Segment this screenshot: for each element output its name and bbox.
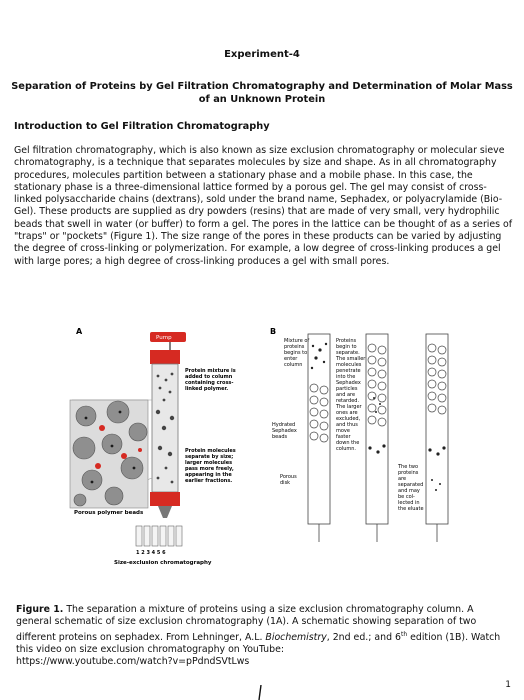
fraction-tubes xyxy=(136,526,182,546)
svg-text:column.: column. xyxy=(336,446,356,452)
svg-text:Proteins: Proteins xyxy=(336,338,357,344)
panel-a-label: A xyxy=(76,328,83,336)
section-heading: Introduction to Gel Filtration Chromatography xyxy=(14,121,270,132)
subtitle-line-1: Separation of Proteins by Gel Filtration Chromatography and Determination of Molar Mass xyxy=(11,81,513,92)
pump-graphic xyxy=(150,332,186,350)
svg-text:faster: faster xyxy=(336,434,351,440)
svg-text:and are: and are xyxy=(336,392,356,398)
hydrated-sephadex-label xyxy=(272,422,297,440)
svg-text:into the: into the xyxy=(336,374,356,380)
svg-text:particles: particles xyxy=(336,386,358,392)
svg-text:lected in: lected in xyxy=(398,500,420,506)
size-exclusion-label: Size-exclusion chromatography xyxy=(114,560,212,566)
caption-text-3: edition (1B). Watch this video on size exclusion chromatography on YouTube: xyxy=(16,631,501,656)
caption-text-1: The separation a mixture of proteins using a size exclusion chromatography column. A general schematic of size exclusion chromatography (1A). A schematic showing separation of two different proteins on sephadex. From Lehninger, A.L. xyxy=(16,604,477,643)
protein-mixture-label xyxy=(185,368,236,392)
svg-text:column: column xyxy=(284,362,303,368)
column-a xyxy=(150,350,180,518)
svg-text:ones are: ones are xyxy=(336,410,358,416)
text-cursor-icon xyxy=(257,685,263,700)
panel-b-label: B xyxy=(270,328,277,336)
svg-text:earlier fractions.: earlier fractions. xyxy=(185,478,233,484)
caption-url[interactable]: https://www.youtube.com/watch?v=pPdndSVtLws xyxy=(16,656,250,668)
figure-1 xyxy=(66,328,466,572)
two-proteins-label xyxy=(397,464,424,512)
svg-text:linked polymer.: linked polymer. xyxy=(185,386,229,392)
svg-text:the eluate: the eluate xyxy=(398,506,424,512)
svg-text:down the: down the xyxy=(336,440,360,446)
svg-text:enter: enter xyxy=(284,356,298,362)
svg-text:begin to: begin to xyxy=(336,344,357,350)
caption-italic: Biochemistry xyxy=(265,631,327,643)
svg-text:beads: beads xyxy=(272,434,288,440)
svg-text:be col-: be col- xyxy=(398,494,415,500)
figure-caption xyxy=(16,604,512,669)
svg-text:Hydrated: Hydrated xyxy=(272,422,296,428)
document-subtitle xyxy=(0,80,524,106)
svg-text:containing cross-: containing cross- xyxy=(185,380,234,386)
svg-text:proteins: proteins xyxy=(398,470,419,476)
pump-label: Pump xyxy=(156,335,172,341)
fraction-numbers: 1 2 3 4 5 6 xyxy=(136,550,166,556)
svg-text:separate by size;: separate by size; xyxy=(185,454,234,460)
svg-text:appearing in the: appearing in the xyxy=(185,472,232,478)
column-b-outlets xyxy=(319,524,437,542)
svg-text:pass more freely,: pass more freely, xyxy=(185,466,234,472)
svg-text:and thus: and thus xyxy=(336,422,358,428)
svg-text:retarded.: retarded. xyxy=(336,398,360,404)
caption-label: Figure 1. xyxy=(16,604,64,615)
svg-text:Sephadex: Sephadex xyxy=(336,380,361,386)
svg-text:molecules: molecules xyxy=(336,362,362,368)
svg-text:The larger: The larger xyxy=(336,404,362,410)
svg-text:Protein molecules: Protein molecules xyxy=(185,448,236,454)
svg-text:proteins: proteins xyxy=(284,344,305,350)
svg-text:added to column: added to column xyxy=(185,374,233,380)
svg-text:penetrate: penetrate xyxy=(336,368,361,374)
subtitle-line-2: of an Unknown Protein xyxy=(198,94,326,105)
svg-text:The two: The two xyxy=(398,464,418,470)
svg-text:Protein mixture is: Protein mixture is xyxy=(185,368,236,374)
svg-text:Porous: Porous xyxy=(280,474,297,480)
intro-paragraph: Gel filtration chromatography, which is also known as size exclusion chromatography or molecular sieve chromatography, is a technique that separates molecules by size and shape. As in all chromatography procedures, molecules partition between a stationary phase and a mobile phase. In this case, the stationary phase is a three-dimensional lattice formed by a porous gel. The gel may consist of cross-linked polysaccharide chains (dextrans), sold under the brand name, Sephadex, or polyacrylamide (Bio-Gel). These products are supplied as dry powders (resins) that are made of very small, very hydrophilic beads that swell in water (or buffer) to form a gel. The pores in the lattice can be thought of as a series of "traps" or "pockets" (Figure 1). The size range of the pores in these products can be varied by adjusting the degree of cross-linking or polymerization. For example, a low degree of cross-linking produces a gel with large pores; a high degree of cross-linking produces a gel with small pores. xyxy=(14,145,513,267)
svg-text:begins to: begins to xyxy=(284,350,308,356)
column-b-molecules xyxy=(311,343,446,491)
svg-text:larger molecules: larger molecules xyxy=(185,460,233,466)
porous-beads-graphic xyxy=(70,400,148,508)
svg-text:excluded,: excluded, xyxy=(336,416,361,422)
svg-text:move: move xyxy=(336,428,350,434)
svg-text:separate.: separate. xyxy=(336,350,360,356)
caption-text-2: , 2nd ed.; and 6 xyxy=(326,631,401,643)
porous-beads-label: Porous polymer beads xyxy=(74,510,144,516)
mixture-label xyxy=(284,338,309,368)
proteins-begin-label xyxy=(335,338,366,452)
svg-text:and may: and may xyxy=(398,488,420,494)
svg-text:are: are xyxy=(398,476,407,482)
svg-text:Mixture of: Mixture of xyxy=(284,338,310,344)
page-number: 1 xyxy=(505,680,511,690)
svg-text:disk: disk xyxy=(280,480,291,486)
porous-disk-label xyxy=(280,474,297,486)
document-title: Experiment-4 xyxy=(224,49,300,60)
protein-molecules-label xyxy=(185,448,236,484)
caption-superscript: th xyxy=(400,630,408,638)
svg-text:Sephadex: Sephadex xyxy=(272,428,297,434)
svg-text:separated: separated xyxy=(398,482,424,488)
svg-text:The smaller: The smaller xyxy=(336,356,366,362)
